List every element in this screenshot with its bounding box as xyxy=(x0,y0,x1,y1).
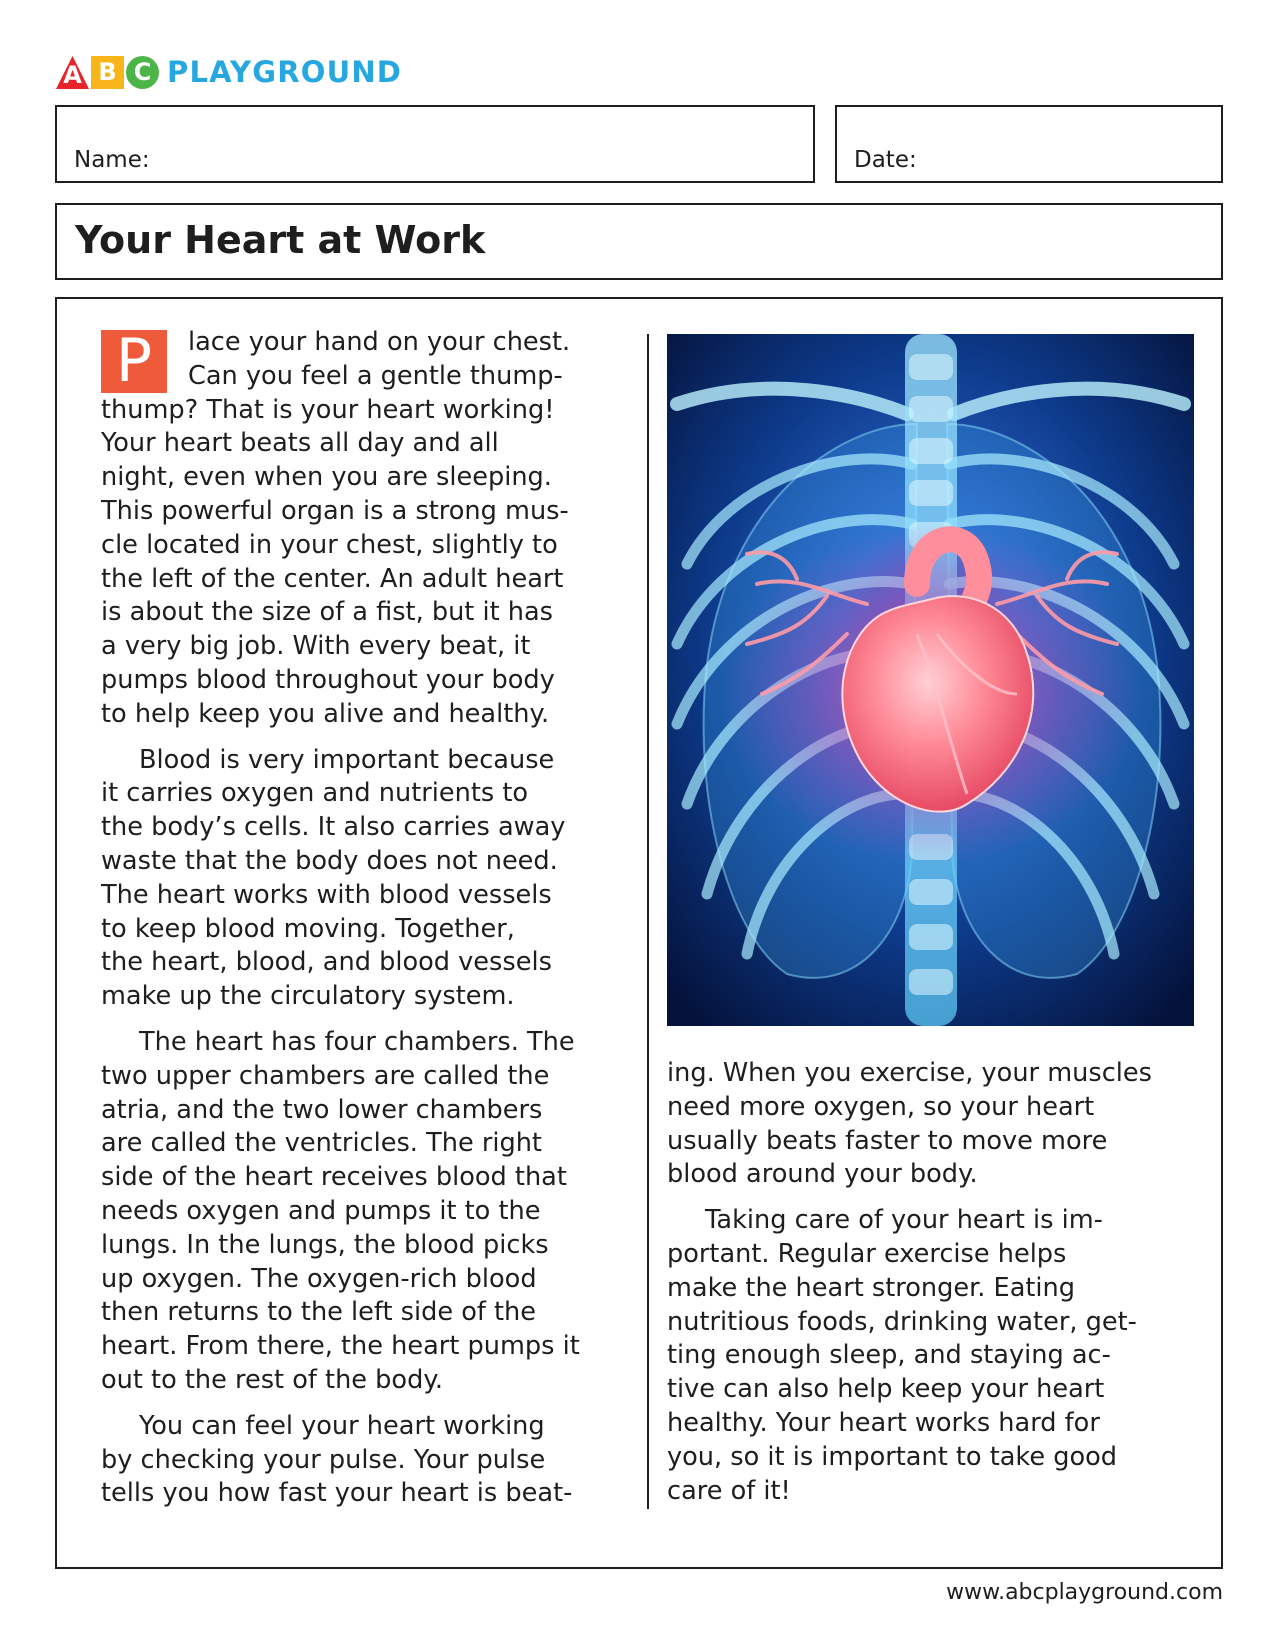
drop-cap: P xyxy=(101,330,167,393)
text-line: Blood is very important because xyxy=(139,744,555,775)
paragraph-2 xyxy=(101,744,631,1014)
text-line: Can you feel a gentle thump- xyxy=(188,360,563,391)
text-line: thump? That is your heart working! xyxy=(101,394,555,425)
text-line: up oxygen. The oxygen-rich blood xyxy=(101,1263,537,1294)
text-line: usually beats faster to move more xyxy=(667,1125,1108,1156)
heart-illustration xyxy=(667,334,1194,1026)
text-line: needs oxygen and pumps it to the xyxy=(101,1195,541,1226)
text-line: out to the rest of the body. xyxy=(101,1364,443,1395)
text-line: to keep blood moving. Together, xyxy=(101,913,515,944)
date-field[interactable] xyxy=(835,105,1223,183)
text-line: a very big job. With every beat, it xyxy=(101,631,531,662)
text-line: night, even when you are sleeping. xyxy=(101,462,552,493)
text-line: tive can also help keep your heart xyxy=(667,1374,1105,1405)
text-line: ting enough sleep, and staying ac- xyxy=(667,1340,1111,1371)
text-line: lace your hand on your chest. xyxy=(188,327,571,357)
logo-letter-b: B xyxy=(91,56,124,89)
text-line: atria, and the two lower chambers xyxy=(101,1094,543,1125)
text-line: you, so it is important to take good xyxy=(667,1441,1118,1472)
logo-letter-a: A xyxy=(56,56,89,89)
text-line: it carries oxygen and nutrients to xyxy=(101,778,529,809)
title-box xyxy=(55,203,1223,280)
text-line: nutritious foods, drinking water, get- xyxy=(667,1306,1137,1337)
text-line: The heart has four chambers. The xyxy=(139,1026,575,1057)
paragraph-4-continued xyxy=(667,1057,1207,1192)
text-line: side of the heart receives blood that xyxy=(101,1162,567,1193)
paragraph-5 xyxy=(667,1204,1207,1508)
text-line: pumps blood throughout your body xyxy=(101,664,555,695)
text-line: Your heart beats all day and all xyxy=(101,428,499,459)
text-line: by checking your pulse. Your pulse xyxy=(101,1444,546,1475)
text-line: This powerful organ is a strong mus- xyxy=(101,495,569,526)
text-line: portant. Regular exercise helps xyxy=(667,1238,1067,1269)
text-line: make the heart stronger. Eating xyxy=(667,1272,1075,1303)
text-line: make up the circulatory system. xyxy=(101,981,515,1012)
text-line: to help keep you alive and healthy. xyxy=(101,698,550,729)
text-line: is about the size of a fist, but it has xyxy=(101,597,554,628)
text-line: The heart works with blood vessels xyxy=(101,879,552,910)
paragraph-3 xyxy=(101,1026,631,1398)
text-line: then returns to the left side of the xyxy=(101,1297,537,1328)
text-line: Taking care of your heart is im- xyxy=(705,1205,1103,1236)
paragraph-1 xyxy=(101,326,631,732)
logo-wordmark: PLAYGROUND xyxy=(167,55,403,89)
article-right-column xyxy=(667,1057,1207,1508)
text-line: care of it! xyxy=(667,1475,791,1506)
text-line: heart. From there, the heart pumps it xyxy=(101,1331,580,1362)
text-line: cle located in your chest, slightly to xyxy=(101,529,558,560)
text-line: are called the ventricles. The right xyxy=(101,1128,542,1159)
heart-anatomy-image xyxy=(667,334,1194,1026)
name-label: Name: xyxy=(74,147,150,173)
paragraph-4 xyxy=(101,1410,631,1511)
name-field[interactable] xyxy=(55,105,815,183)
column-divider xyxy=(647,334,649,1509)
article-left-column xyxy=(101,326,631,1511)
text-line: the heart, blood, and blood vessels xyxy=(101,947,552,978)
text-line: You can feel your heart working xyxy=(139,1410,545,1441)
text-line: the body’s cells. It also carries away xyxy=(101,812,566,843)
logo-letter-c: C xyxy=(126,56,159,89)
text-line: healthy. Your heart works hard for xyxy=(667,1407,1100,1438)
page-title: Your Heart at Work xyxy=(75,218,486,262)
abc-playground-logo xyxy=(56,52,402,92)
text-line: the left of the center. An adult heart xyxy=(101,563,564,594)
footer-url[interactable]: www.abcplayground.com xyxy=(946,1580,1223,1605)
text-line: waste that the body does not need. xyxy=(101,845,558,876)
date-label: Date: xyxy=(854,147,917,173)
text-line: lungs. In the lungs, the blood picks xyxy=(101,1229,549,1260)
text-line: blood around your body. xyxy=(667,1159,978,1190)
text-line: ing. When you exercise, your muscles xyxy=(667,1058,1152,1088)
text-line: tells you how fast your heart is beat- xyxy=(101,1478,573,1509)
text-line: need more oxygen, so your heart xyxy=(667,1091,1095,1122)
text-line: two upper chambers are called the xyxy=(101,1060,550,1091)
